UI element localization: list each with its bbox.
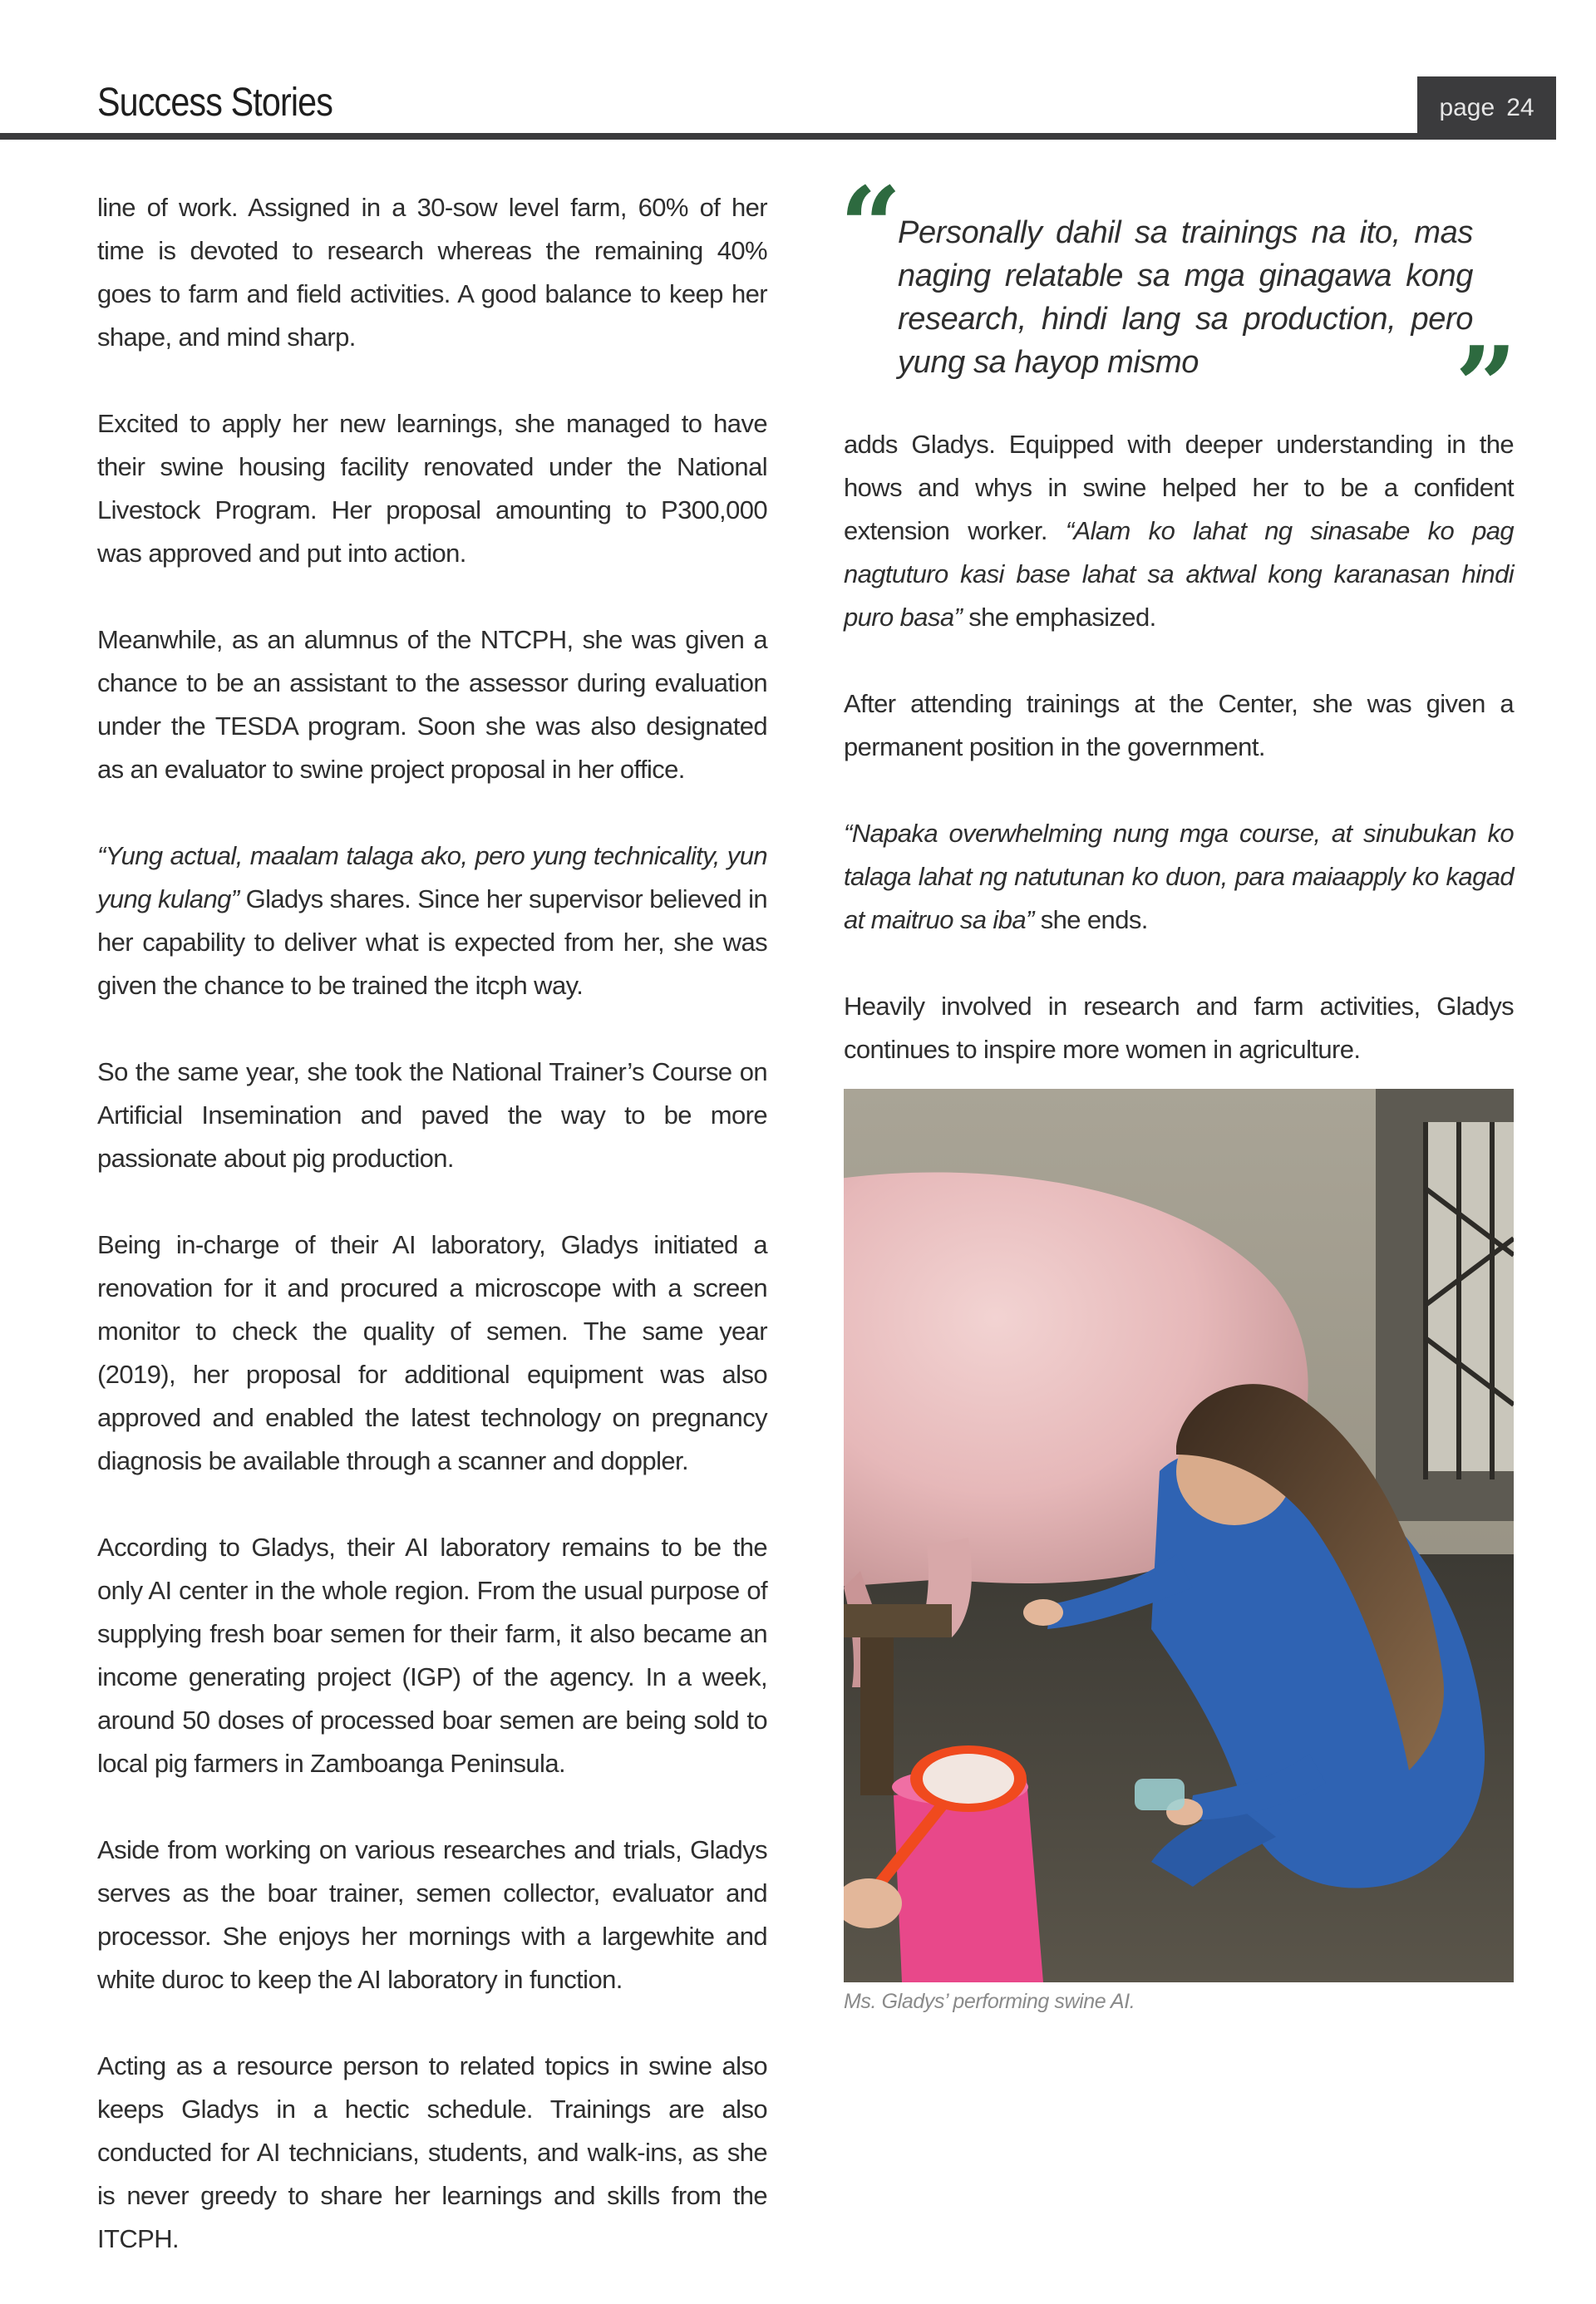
paragraph-text: she emphasized. xyxy=(962,603,1156,632)
page-badge xyxy=(1417,76,1556,140)
paragraph: Being in-charge of their AI laboratory, Gladys initiated a renovation for it and procured a microscope with a screen monitor to check the quality of semen. The same year (2019), her proposal for additional equipment was also approved and enabled the latest technology on pregnancy diagnosis be available through a scanner and doppler. xyxy=(97,1230,767,1475)
paragraph: Excited to apply her new learnings, she managed to have their swine housing facility renovated under the National Livestock Program. Her proposal amounting to P300,000 was approved and put into action. xyxy=(97,409,767,568)
paragraph: Aside from working on various researches and trials, Gladys serves as the boar trainer, semen collector, evaluator and processor. She enjoys her mornings with a largewhite and white duroc to keep the AI laboratory in function. xyxy=(97,1835,767,1994)
pull-quote xyxy=(840,163,1517,450)
open-quote-icon: “ xyxy=(840,163,902,290)
paragraph-text: adds Gladys. Equipped with deeper understanding in the hows and whys in swine helped her to be a confident extension worker. xyxy=(844,430,1514,545)
photo-caption: Ms. Gladys’ performing swine AI. xyxy=(844,1990,1135,2013)
paragraph: line of work. Assigned in a 30-sow level farm, 60% of her time is devoted to research whereas the remaining 40% goes to farm and field activities. A good balance to keep her shape, and mind sharp. xyxy=(97,193,767,352)
paragraph-text: Gladys shares. Since her supervisor believed in her capability to deliver what is expected from her, she was given the chance to be trained the itcph way. xyxy=(97,884,767,1000)
page-number: 24 xyxy=(1506,94,1534,121)
inline-quote: “Napaka overwhelming nung mga course, at sinubukan ko talaga lahat ng natutunan ko duon, para maiaapply ko kagad at maitruo sa iba” xyxy=(844,819,1514,934)
quote-paragraph xyxy=(97,834,767,1007)
close-quote-icon: ” xyxy=(1455,322,1517,450)
quote-paragraph xyxy=(844,812,1514,942)
paragraph xyxy=(844,423,1514,639)
swine-ai-photo xyxy=(844,1089,1514,1982)
photo xyxy=(844,1089,1514,1982)
paragraph: Heavily involved in research and farm activities, Gladys continues to inspire more women in agriculture. xyxy=(844,992,1514,1064)
paragraph: After attending trainings at the Center, she was given a permanent position in the government. xyxy=(844,689,1514,761)
inline-quote: “Alam ko lahat ng sinasabe ko pag nagtuturo kasi base lahat sa aktwal kong karanasan hindi puro basa” xyxy=(844,516,1514,632)
paragraph: So the same year, she took the National Trainer’s Course on Artificial Insemination and paved the way to be more passionate about pig production. xyxy=(97,1057,767,1173)
paragraph: According to Gladys, their AI laboratory remains to be the only AI center in the whole region. From the usual purpose of supplying fresh boar semen for their farm, it also became an income generating project (IGP) of the agency. In a week, around 50 doses of processed boar semen are being sold to local pig farmers in Zamboanga Peninsula. xyxy=(97,1533,767,1778)
header-rule xyxy=(0,133,1556,140)
paragraph: Acting as a resource person to related topics in swine also keeps Gladys in a hectic schedule. Trainings are also conducted for AI technicians, students, and walk-ins, as she is never greedy to share her learnings and skills from the ITCPH. xyxy=(97,2051,767,2253)
pull-quote-text: Personally dahil sa trainings na ito, mas naging relatable sa mga ginagawa kong research, hindi lang sa production, pero yung sa hayop mismo xyxy=(898,215,1473,380)
inline-quote: “Yung actual, maalam talaga ako, pero yung technicality, yun yung kulang” xyxy=(97,841,767,913)
left-column xyxy=(97,186,767,2304)
paragraph-text: she ends. xyxy=(1033,905,1148,934)
section-title: Success Stories xyxy=(97,81,333,125)
paragraph: Meanwhile, as an alumnus of the NTCPH, she was given a chance to be an assistant to the assessor during evaluation under the TESDA program. Soon she was also designated as an evaluator to swine project proposal in her office. xyxy=(97,625,767,784)
page-label: page xyxy=(1439,94,1495,121)
right-column xyxy=(844,423,1514,1115)
